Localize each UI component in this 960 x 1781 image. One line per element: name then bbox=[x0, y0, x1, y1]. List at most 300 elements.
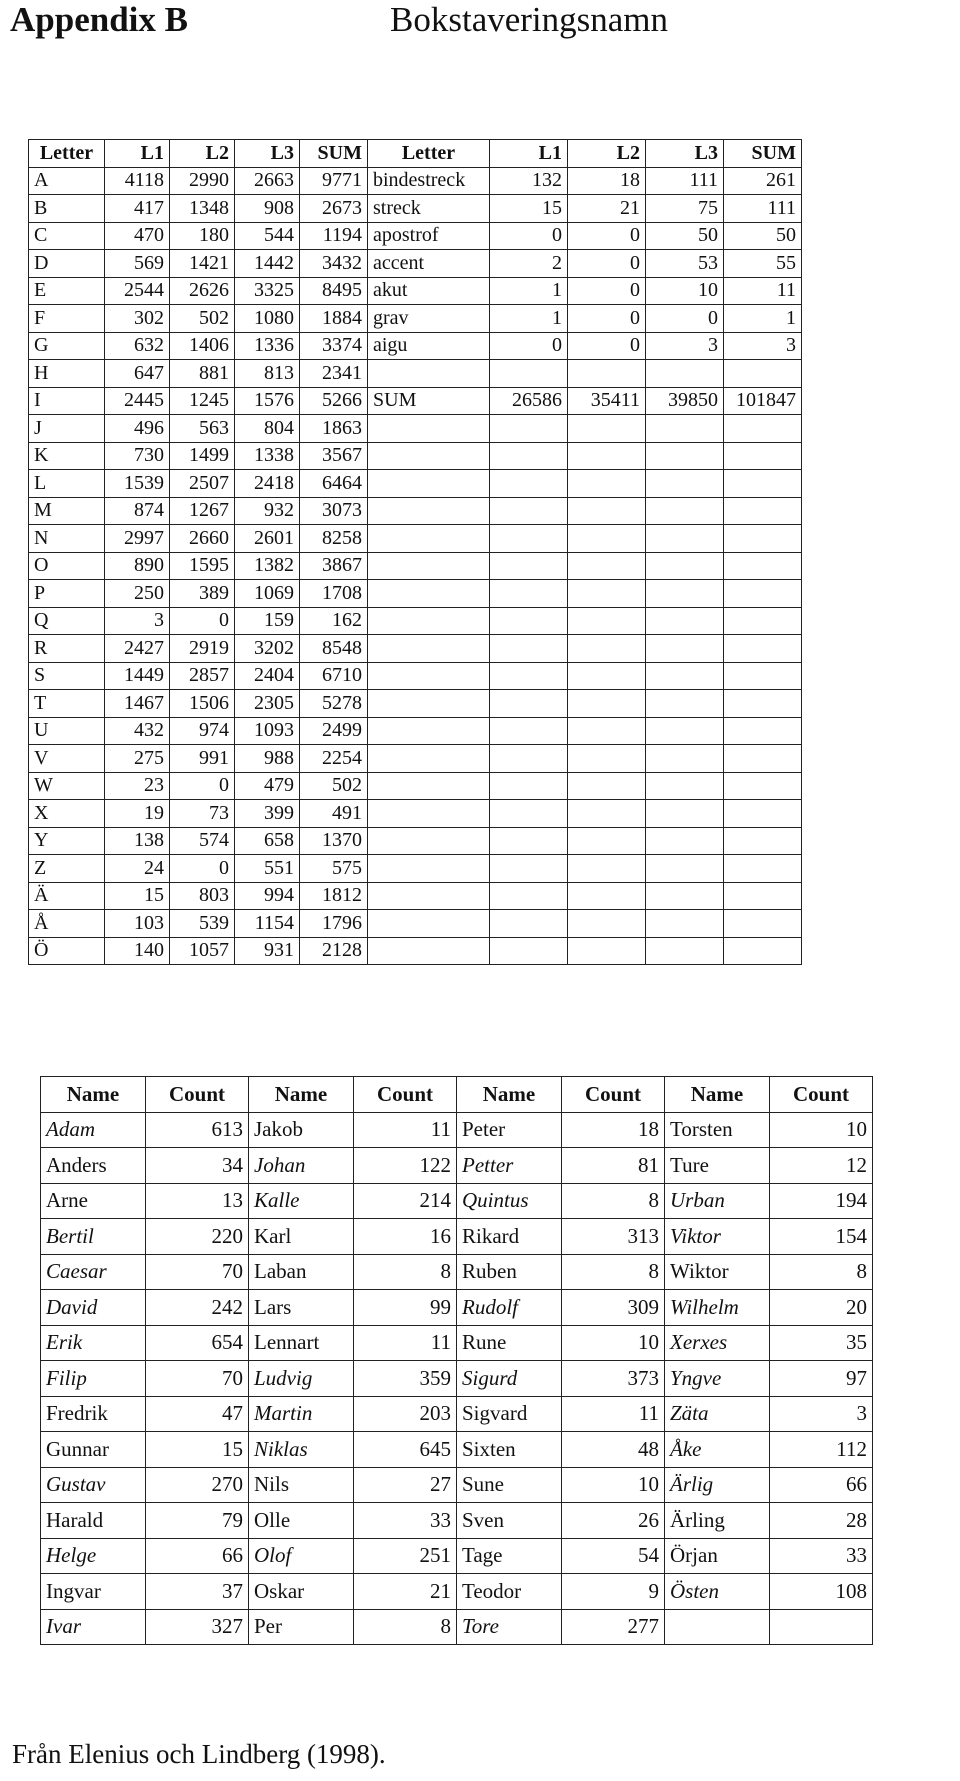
category-cell bbox=[368, 525, 490, 553]
name-cell: Adam bbox=[41, 1112, 146, 1148]
count-cell: 3867 bbox=[300, 552, 368, 580]
count-cell bbox=[568, 662, 646, 690]
count-cell: 3567 bbox=[300, 442, 368, 470]
count-cell: 0 bbox=[490, 332, 568, 360]
count-cell: 1576 bbox=[235, 387, 300, 415]
count-cell: 1194 bbox=[300, 222, 368, 250]
name-cell: David bbox=[41, 1290, 146, 1326]
count-cell bbox=[490, 882, 568, 910]
table-row bbox=[29, 387, 802, 415]
count-cell: 2445 bbox=[105, 387, 170, 415]
count-cell bbox=[646, 580, 724, 608]
category-cell bbox=[368, 497, 490, 525]
count-cell: 66 bbox=[146, 1538, 249, 1574]
letter-cell: S bbox=[29, 662, 105, 690]
name-cell: Urban bbox=[665, 1183, 770, 1219]
count-cell: 54 bbox=[562, 1538, 665, 1574]
category-cell bbox=[368, 855, 490, 883]
count-cell: 11 bbox=[354, 1325, 457, 1361]
count-cell bbox=[646, 442, 724, 470]
count-cell bbox=[646, 745, 724, 773]
count-cell: 70 bbox=[146, 1254, 249, 1290]
category-cell bbox=[368, 552, 490, 580]
count-cell bbox=[724, 772, 802, 800]
count-cell: 277 bbox=[562, 1609, 665, 1645]
table-row bbox=[41, 1396, 873, 1432]
name-cell: Teodor bbox=[457, 1574, 562, 1610]
count-cell: 122 bbox=[354, 1148, 457, 1184]
letter-cell: F bbox=[29, 305, 105, 333]
name-cell: Viktor bbox=[665, 1219, 770, 1255]
count-cell: 8495 bbox=[300, 277, 368, 305]
name-cell: Nils bbox=[249, 1467, 354, 1503]
name-cell: Ingvar bbox=[41, 1574, 146, 1610]
count-cell: 34 bbox=[146, 1148, 249, 1184]
name-cell: Sixten bbox=[457, 1432, 562, 1468]
name-cell: Rikard bbox=[457, 1219, 562, 1255]
column-header: Count bbox=[354, 1077, 457, 1113]
count-cell: 111 bbox=[646, 167, 724, 195]
count-cell bbox=[646, 360, 724, 388]
table-row bbox=[29, 195, 802, 223]
count-cell: 6710 bbox=[300, 662, 368, 690]
column-header: L1 bbox=[490, 140, 568, 168]
count-cell: 1884 bbox=[300, 305, 368, 333]
count-cell: 974 bbox=[170, 717, 235, 745]
table-row bbox=[29, 855, 802, 883]
count-cell: 302 bbox=[105, 305, 170, 333]
category-cell: SUM bbox=[368, 387, 490, 415]
count-cell: 881 bbox=[170, 360, 235, 388]
table-row bbox=[41, 1290, 873, 1326]
count-cell bbox=[646, 470, 724, 498]
count-cell: 23 bbox=[105, 772, 170, 800]
count-cell bbox=[724, 717, 802, 745]
count-cell bbox=[646, 855, 724, 883]
count-cell: 359 bbox=[354, 1361, 457, 1397]
count-cell bbox=[646, 800, 724, 828]
count-cell bbox=[490, 772, 568, 800]
column-header: Count bbox=[770, 1077, 873, 1113]
table-row bbox=[41, 1361, 873, 1397]
letter-cell: Ä bbox=[29, 882, 105, 910]
table-row bbox=[29, 662, 802, 690]
count-cell: 220 bbox=[146, 1219, 249, 1255]
table-row bbox=[41, 1219, 873, 1255]
count-cell: 432 bbox=[105, 717, 170, 745]
table-row bbox=[29, 800, 802, 828]
table-row bbox=[41, 1467, 873, 1503]
count-cell bbox=[490, 415, 568, 443]
count-cell: 658 bbox=[235, 827, 300, 855]
letter-cell: J bbox=[29, 415, 105, 443]
count-cell: 654 bbox=[146, 1325, 249, 1361]
count-cell bbox=[490, 442, 568, 470]
count-cell: 932 bbox=[235, 497, 300, 525]
count-cell: 2418 bbox=[235, 470, 300, 498]
count-cell bbox=[724, 662, 802, 690]
count-cell: 3325 bbox=[235, 277, 300, 305]
count-cell bbox=[568, 800, 646, 828]
count-cell: 270 bbox=[146, 1467, 249, 1503]
count-cell bbox=[568, 745, 646, 773]
appendix-label: Appendix B bbox=[10, 0, 188, 39]
count-cell: 79 bbox=[146, 1503, 249, 1539]
count-cell: 1506 bbox=[170, 690, 235, 718]
name-cell: Oskar bbox=[249, 1574, 354, 1610]
count-cell: 327 bbox=[146, 1609, 249, 1645]
count-cell: 389 bbox=[170, 580, 235, 608]
category-cell bbox=[368, 635, 490, 663]
count-cell: 5278 bbox=[300, 690, 368, 718]
name-cell: Sigurd bbox=[457, 1361, 562, 1397]
category-cell bbox=[368, 580, 490, 608]
count-cell: 0 bbox=[170, 772, 235, 800]
letter-cell: Å bbox=[29, 910, 105, 938]
count-cell: 26 bbox=[562, 1503, 665, 1539]
count-cell: 24 bbox=[105, 855, 170, 883]
count-cell: 575 bbox=[300, 855, 368, 883]
name-cell: Gunnar bbox=[41, 1432, 146, 1468]
name-cell: Arne bbox=[41, 1183, 146, 1219]
count-cell: 0 bbox=[646, 305, 724, 333]
table-row bbox=[29, 360, 802, 388]
count-cell: 1708 bbox=[300, 580, 368, 608]
count-cell bbox=[490, 662, 568, 690]
count-cell: 2663 bbox=[235, 167, 300, 195]
count-cell: 8 bbox=[354, 1609, 457, 1645]
count-cell: 569 bbox=[105, 250, 170, 278]
count-cell: 103 bbox=[105, 910, 170, 938]
category-cell bbox=[368, 360, 490, 388]
count-cell: 48 bbox=[562, 1432, 665, 1468]
letter-cell: W bbox=[29, 772, 105, 800]
count-cell: 1057 bbox=[170, 937, 235, 965]
count-cell: 111 bbox=[724, 195, 802, 223]
count-cell: 194 bbox=[770, 1183, 873, 1219]
count-cell: 35411 bbox=[568, 387, 646, 415]
count-cell: 1348 bbox=[170, 195, 235, 223]
name-cell: Johan bbox=[249, 1148, 354, 1184]
count-cell: 70 bbox=[146, 1361, 249, 1397]
column-header: Name bbox=[665, 1077, 770, 1113]
count-cell: 2499 bbox=[300, 717, 368, 745]
name-cell: Harald bbox=[41, 1503, 146, 1539]
count-cell: 1 bbox=[724, 305, 802, 333]
count-cell: 730 bbox=[105, 442, 170, 470]
count-cell bbox=[724, 497, 802, 525]
name-cell: Erik bbox=[41, 1325, 146, 1361]
count-cell bbox=[490, 855, 568, 883]
count-cell bbox=[646, 525, 724, 553]
count-cell bbox=[490, 607, 568, 635]
count-cell bbox=[490, 580, 568, 608]
count-cell: 2626 bbox=[170, 277, 235, 305]
count-cell: 12 bbox=[770, 1148, 873, 1184]
name-cell: Ärlig bbox=[665, 1467, 770, 1503]
name-cell: Per bbox=[249, 1609, 354, 1645]
count-cell: 35 bbox=[770, 1325, 873, 1361]
count-cell: 11 bbox=[724, 277, 802, 305]
count-cell: 1245 bbox=[170, 387, 235, 415]
count-cell: 2128 bbox=[300, 937, 368, 965]
count-cell: 39850 bbox=[646, 387, 724, 415]
count-cell: 1406 bbox=[170, 332, 235, 360]
count-cell bbox=[724, 470, 802, 498]
name-cell: Sigvard bbox=[457, 1396, 562, 1432]
count-cell bbox=[490, 827, 568, 855]
name-cell: Xerxes bbox=[665, 1325, 770, 1361]
count-cell: 75 bbox=[646, 195, 724, 223]
count-cell: 813 bbox=[235, 360, 300, 388]
count-cell: 10 bbox=[562, 1467, 665, 1503]
column-header: Letter bbox=[29, 140, 105, 168]
count-cell bbox=[568, 525, 646, 553]
count-cell: 3073 bbox=[300, 497, 368, 525]
count-cell bbox=[724, 442, 802, 470]
count-cell: 502 bbox=[300, 772, 368, 800]
table-row bbox=[29, 167, 802, 195]
category-cell: accent bbox=[368, 250, 490, 278]
count-cell: 3432 bbox=[300, 250, 368, 278]
table-row bbox=[29, 580, 802, 608]
count-cell: 10 bbox=[770, 1112, 873, 1148]
count-cell: 214 bbox=[354, 1183, 457, 1219]
name-cell: Rudolf bbox=[457, 1290, 562, 1326]
name-cell: Lars bbox=[249, 1290, 354, 1326]
letter-cell: L bbox=[29, 470, 105, 498]
count-cell: 2601 bbox=[235, 525, 300, 553]
count-cell: 132 bbox=[490, 167, 568, 195]
count-cell: 66 bbox=[770, 1467, 873, 1503]
letter-cell: T bbox=[29, 690, 105, 718]
count-cell: 19 bbox=[105, 800, 170, 828]
name-cell: Martin bbox=[249, 1396, 354, 1432]
count-cell: 3 bbox=[724, 332, 802, 360]
count-cell: 26586 bbox=[490, 387, 568, 415]
count-cell: 1863 bbox=[300, 415, 368, 443]
count-cell: 874 bbox=[105, 497, 170, 525]
count-cell: 994 bbox=[235, 882, 300, 910]
count-cell: 11 bbox=[562, 1396, 665, 1432]
count-cell: 988 bbox=[235, 745, 300, 773]
letter-cell: Ö bbox=[29, 937, 105, 965]
table-row bbox=[29, 910, 802, 938]
count-cell: 20 bbox=[770, 1290, 873, 1326]
count-cell bbox=[568, 442, 646, 470]
count-cell: 162 bbox=[300, 607, 368, 635]
table-row bbox=[29, 717, 802, 745]
name-cell: Rune bbox=[457, 1325, 562, 1361]
name-cell: Helge bbox=[41, 1538, 146, 1574]
count-cell: 1467 bbox=[105, 690, 170, 718]
count-cell: 2857 bbox=[170, 662, 235, 690]
count-cell: 1370 bbox=[300, 827, 368, 855]
count-cell: 1 bbox=[490, 277, 568, 305]
letter-cell: M bbox=[29, 497, 105, 525]
count-cell: 21 bbox=[354, 1574, 457, 1610]
count-cell: 470 bbox=[105, 222, 170, 250]
count-cell: 3202 bbox=[235, 635, 300, 663]
count-cell: 1336 bbox=[235, 332, 300, 360]
letter-cell: H bbox=[29, 360, 105, 388]
name-cell: Bertil bbox=[41, 1219, 146, 1255]
count-cell bbox=[724, 745, 802, 773]
count-cell bbox=[646, 882, 724, 910]
table-row bbox=[29, 745, 802, 773]
name-cell: Olof bbox=[249, 1538, 354, 1574]
count-cell: 112 bbox=[770, 1432, 873, 1468]
letter-cell: I bbox=[29, 387, 105, 415]
table-row bbox=[41, 1503, 873, 1539]
count-cell: 275 bbox=[105, 745, 170, 773]
name-cell: Jakob bbox=[249, 1112, 354, 1148]
column-header: SUM bbox=[300, 140, 368, 168]
count-cell bbox=[568, 635, 646, 663]
column-header: Count bbox=[562, 1077, 665, 1113]
letter-cell: R bbox=[29, 635, 105, 663]
name-cell: Peter bbox=[457, 1112, 562, 1148]
table-row bbox=[29, 607, 802, 635]
count-cell: 47 bbox=[146, 1396, 249, 1432]
count-cell: 0 bbox=[170, 607, 235, 635]
count-cell: 1093 bbox=[235, 717, 300, 745]
name-cell: Olle bbox=[249, 1503, 354, 1539]
count-cell: 10 bbox=[646, 277, 724, 305]
count-cell: 2341 bbox=[300, 360, 368, 388]
name-cell: Ruben bbox=[457, 1254, 562, 1290]
name-cell: Filip bbox=[41, 1361, 146, 1397]
count-cell: 2997 bbox=[105, 525, 170, 553]
count-cell: 1539 bbox=[105, 470, 170, 498]
count-cell: 159 bbox=[235, 607, 300, 635]
count-cell bbox=[568, 910, 646, 938]
count-cell bbox=[568, 827, 646, 855]
count-cell: 373 bbox=[562, 1361, 665, 1397]
count-cell: 632 bbox=[105, 332, 170, 360]
count-cell: 1 bbox=[490, 305, 568, 333]
page-title: Bokstaveringsnamn bbox=[390, 0, 669, 39]
count-cell bbox=[568, 772, 646, 800]
count-cell bbox=[490, 690, 568, 718]
count-cell: 15 bbox=[490, 195, 568, 223]
count-cell: 2507 bbox=[170, 470, 235, 498]
count-cell bbox=[770, 1609, 873, 1645]
category-cell bbox=[368, 910, 490, 938]
count-cell bbox=[646, 827, 724, 855]
category-cell bbox=[368, 690, 490, 718]
count-cell: 8548 bbox=[300, 635, 368, 663]
category-cell bbox=[368, 442, 490, 470]
count-cell bbox=[724, 937, 802, 965]
count-cell: 138 bbox=[105, 827, 170, 855]
count-cell: 251 bbox=[354, 1538, 457, 1574]
column-header: L3 bbox=[235, 140, 300, 168]
count-cell: 28 bbox=[770, 1503, 873, 1539]
count-cell: 9 bbox=[562, 1574, 665, 1610]
table-row bbox=[29, 415, 802, 443]
letter-cell: Q bbox=[29, 607, 105, 635]
count-cell: 8 bbox=[770, 1254, 873, 1290]
count-cell: 551 bbox=[235, 855, 300, 883]
count-cell: 5266 bbox=[300, 387, 368, 415]
count-cell: 1442 bbox=[235, 250, 300, 278]
count-cell: 399 bbox=[235, 800, 300, 828]
count-cell bbox=[490, 470, 568, 498]
letter-cell: K bbox=[29, 442, 105, 470]
count-cell bbox=[646, 497, 724, 525]
category-cell: streck bbox=[368, 195, 490, 223]
count-cell bbox=[646, 662, 724, 690]
letter-cell: D bbox=[29, 250, 105, 278]
count-cell bbox=[568, 415, 646, 443]
count-cell: 242 bbox=[146, 1290, 249, 1326]
category-cell bbox=[368, 662, 490, 690]
count-cell: 417 bbox=[105, 195, 170, 223]
count-cell: 11 bbox=[354, 1112, 457, 1148]
column-header: L1 bbox=[105, 140, 170, 168]
name-cell: Petter bbox=[457, 1148, 562, 1184]
table-row bbox=[41, 1538, 873, 1574]
count-cell: 2660 bbox=[170, 525, 235, 553]
letter-cell: B bbox=[29, 195, 105, 223]
count-cell bbox=[490, 525, 568, 553]
table-row bbox=[29, 827, 802, 855]
table-row bbox=[41, 1609, 873, 1645]
name-cell: Quintus bbox=[457, 1183, 562, 1219]
table-row bbox=[29, 772, 802, 800]
column-header: L3 bbox=[646, 140, 724, 168]
table-row bbox=[29, 277, 802, 305]
count-cell: 804 bbox=[235, 415, 300, 443]
count-cell: 1267 bbox=[170, 497, 235, 525]
count-cell: 1154 bbox=[235, 910, 300, 938]
count-cell: 97 bbox=[770, 1361, 873, 1397]
category-cell bbox=[368, 882, 490, 910]
count-cell bbox=[490, 910, 568, 938]
count-cell: 1338 bbox=[235, 442, 300, 470]
category-cell bbox=[368, 772, 490, 800]
count-cell: 890 bbox=[105, 552, 170, 580]
count-cell: 803 bbox=[170, 882, 235, 910]
name-cell: Tore bbox=[457, 1609, 562, 1645]
count-cell bbox=[568, 855, 646, 883]
count-cell: 8258 bbox=[300, 525, 368, 553]
count-cell bbox=[568, 690, 646, 718]
count-cell: 0 bbox=[490, 222, 568, 250]
table-row bbox=[29, 305, 802, 333]
column-header: Name bbox=[41, 1077, 146, 1113]
table-row bbox=[41, 1325, 873, 1361]
count-cell bbox=[568, 360, 646, 388]
column-header: Count bbox=[146, 1077, 249, 1113]
count-cell: 991 bbox=[170, 745, 235, 773]
count-cell: 27 bbox=[354, 1467, 457, 1503]
count-cell bbox=[724, 607, 802, 635]
table-row bbox=[29, 552, 802, 580]
count-cell: 0 bbox=[568, 250, 646, 278]
count-cell bbox=[568, 607, 646, 635]
table-row bbox=[29, 222, 802, 250]
count-cell bbox=[568, 580, 646, 608]
count-cell bbox=[490, 497, 568, 525]
table-row bbox=[29, 497, 802, 525]
letter-table-header bbox=[29, 140, 802, 168]
count-cell: 1812 bbox=[300, 882, 368, 910]
count-cell: 0 bbox=[568, 332, 646, 360]
count-cell: 1080 bbox=[235, 305, 300, 333]
category-cell bbox=[368, 607, 490, 635]
